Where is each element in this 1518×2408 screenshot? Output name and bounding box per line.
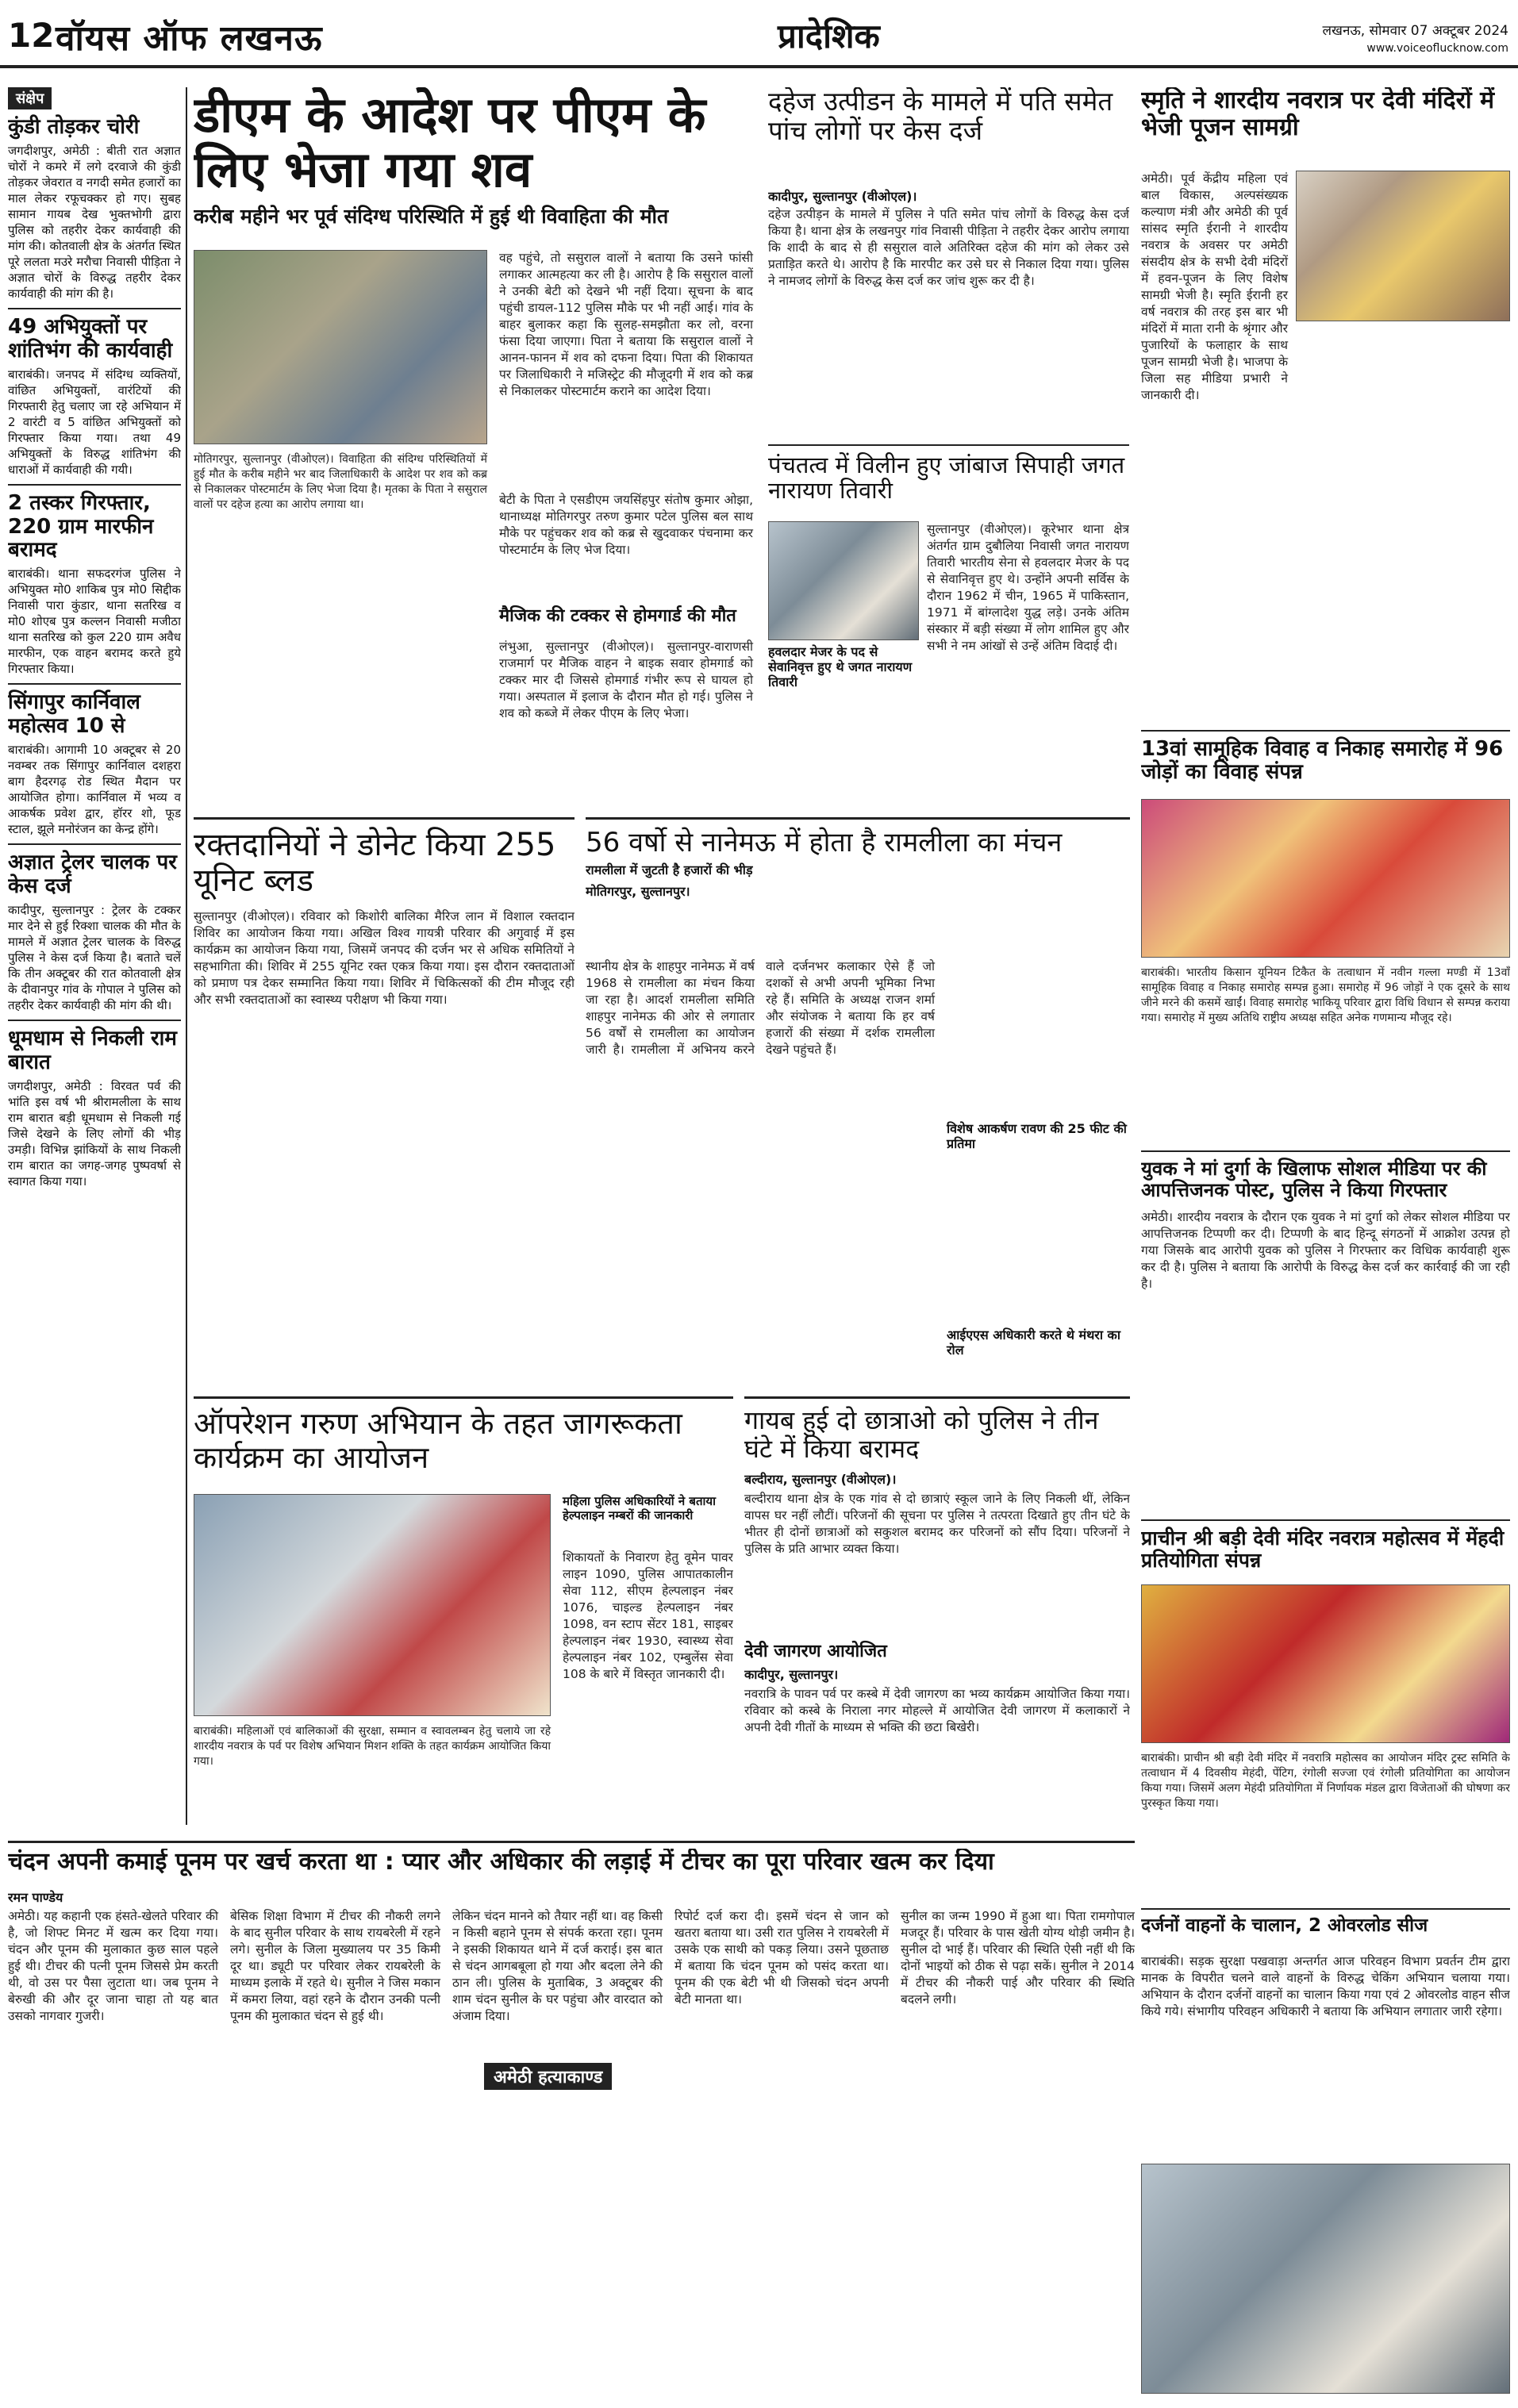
brief-item bbox=[8, 308, 181, 478]
blood-headline: रक्तदानियों ने डोनेट किया 255 यूनिट ब्लड bbox=[194, 827, 556, 899]
lead-body: वह पहुंचे, तो ससुराल वालों ने बताया कि उसने फांसी लगाकर आत्महत्या कर ली है। आरोप है कि ससुराल वालों ने उनकी बेटी को देखने भी नहीं दिया। सूचना के बाद पहुंची डायल-112 पुलिस मौके पर भी नहीं आई। गांव के बाहर बुलाकर कहा कि सुलह-समझौता कर लो, वरना फंसा दिया जाएगा। पिता ने बताया कि ससुराल वालों ने आनन-फानन में शव को दफना दिया। पिता की शिकायत पर जिलाधिकारी ने मजिस्ट्रेट की मौजूदगी में शव को कब्र से निकालकर पोस्टमार्टम कराने का आदेश दिया। bbox=[499, 251, 753, 398]
garun-subheadline: महिला पुलिस अधिकारियों ने बताया हेल्पलाइन नम्बरों की जानकारी bbox=[563, 1494, 716, 1523]
mehndi-photo bbox=[1141, 1584, 1510, 1743]
dowry-byline: कादीपुर, सुल्तानपुर (वीओएल)। bbox=[768, 189, 917, 204]
garun-body: शिकायतों के निवारण हेतु वूमेन पावर लाइन 1090, पुलिस आपातकालीन सेवा 112, सीएम हेल्पलाइन नंबर 1076, चाइल्ड हेल्पलाइन नंबर 1098, वन स्टाप सेंटर 181, साइबर हेल्पलाइन नंबर 1930, स्वास्थ्य सेवा हेल्पलाइन नंबर 102, एम्बुलेंस सेवा 108 के बारे में विस्तृत जानकारी दी। bbox=[563, 1550, 733, 1681]
wedding-caption: बाराबंकी। भारतीय किसान यूनियन टिकैत के तत्वाधान में नवीन गल्ला मण्डी में 13वाँ सामूहिक विवाह व निकाह समारोह सम्पन्न हुआ। समारोह में 96 जोड़ों ने एक दूसरे के साथ जीने मरने की कसमें खाईं। विवाह समारोह भाकियू परिवार द्वारा विधि विधान से सम्पन्न कराया गया। समारोह में मुख्य अतिथि राष्ट्रीय अध्यक्ष सहित अनेक गणमान्य मौजूद रहे। bbox=[1141, 966, 1510, 1024]
lead-headline: डीएम के आदेश पर पीएम के लिए भेजा गया शव bbox=[194, 87, 706, 199]
teacher-body-col1: अमेठी। यह कहानी एक हंसते-खेलते परिवार की है, जो शिफ्ट मिनट में खत्म कर दिया गया। चंदन और पूनम की मुलाकात कुछ साल पहले हुई थी। टीचर की पत्नी पूनम जिससे प्रेम करती थी, वो उस पर पैसा लुटाता था। जब पूनम ने बेरुखी की और दूर जाना चाहा तो यह बात उसको नागवार गुजरी। bbox=[8, 1909, 218, 2023]
students-headline: गायब हुई दो छात्राओ को पुलिस ने तीन घंटे में किया बरामद bbox=[744, 1405, 1099, 1464]
wedding-photo bbox=[1141, 799, 1510, 958]
ramleela-body: स्थानीय क्षेत्र के शाहपुर नानेमऊ में वर्ष 1968 से रामलीला का मंचन किया जा रहा है। आदर्श रामलीला समिति शाहपुर नानेमऊ की ओर से लगातार 56 वर्षों से रामलीला का आयोजन जारी है। रामलीला में अभिनय करने वाले दर्जनभर कलाकार ऐसे हैं जो दशकों से अभी अपनी भूमिका निभा रहे हैं। समिति के अध्यक्ष राजन शर्मा और संयोजक ने बताया कि हर वर्ष हजारों की संख्या में दर्शक रामलीला देखने पहुंचते हैं। bbox=[586, 959, 935, 1057]
masthead bbox=[0, 0, 1518, 68]
brief-text: जगदीशपुर, अमेठी : विरवत पर्व की भांति इस वर्ष भी श्रीरामलीला के साथ राम बारात बड़ी धूमधाम से निकली गई जिसे देखने के लिए लोगों की भीड़ उमड़ी। विभिन्न झांकियों के साथ निकली राम बारात का जगह-जगह पुष्पवर्षा से स्वागत किया गया। bbox=[8, 1078, 181, 1189]
page-number: 12 bbox=[8, 16, 55, 55]
teacher-headline: चंदन अपनी कमाई पूनम पर खर्च करता था : प्यार और अधिकार की लड़ाई में टीचर का पूरा परिवार खत्म कर दिया bbox=[8, 1849, 994, 1876]
brief-headline: कुंडी तोड़कर चोरी bbox=[8, 115, 140, 139]
students-story bbox=[744, 1396, 1130, 1825]
brief-headline: 49 अभियुक्तों पर शांतिभंग की कार्यवाही bbox=[8, 314, 173, 363]
brief-item bbox=[8, 683, 181, 837]
brief-headline: अज्ञात ट्रेलर चालक पर केस दर्ज bbox=[8, 851, 177, 899]
brief-text: बाराबंकी। आगामी 10 अक्टूबर से 20 नवम्बर तक सिंगापुर कार्निवाल दशहरा बाग हैदरगढ़ रोड स्थित मैदान पर आयोजित होगा। कार्निवाल में भव्य व आकर्षक प्रवेश द्वार, हॉरर शो, फूड स्टाल, झूले मनोरंजन का केन्द्र होंगे। bbox=[8, 743, 181, 837]
students-byline: बल्दीराय, सुल्तानपुर (वीओएल)। bbox=[744, 1471, 897, 1487]
overload-headline: दर्जनों वाहनों के चालान, 2 ओवरलोड सीज bbox=[1141, 1915, 1428, 1936]
soldier-body: सुल्तानपुर (वीओएल)। कूरेभार थाना क्षेत्र अंतर्गत ग्राम दुबौलिया निवासी जगत नारायण तिवारी भारतीय सेना से हवलदार मेजर के पद से सेवानिवृत्त हुए थे। उन्होंने अपनी सर्विस के दौरान 1962 में चीन, 1965 में पाकिस्तान, 1971 में बांग्लादेश युद्ध लड़े। उनके अंतिम संस्कार में बड़ी संख्या में लोग शामिल हुए और सभी ने नम आंखों से उन्हें अंतिम विदाई दी। bbox=[927, 522, 1129, 653]
brief-text: बाराबंकी। थाना सफदरगंज पुलिस ने अभियुक्त मो0 शाकिब पुत्र मो0 सिद्दीक निवासी पारा कुंडार, थाना सतरिख व मो0 शोएब पुत्र कल्लन निवासी मजीठा थाना सतरिख को कुल 220 ग्राम अवैध मारफीन, एक वाहन बरामद करते हुये गिरफ्तार किया। bbox=[8, 566, 181, 677]
brief-item bbox=[8, 484, 181, 678]
lead-subheadline: करीब महीने भर पूर्व संदिग्ध परिस्थिति में हुई थी विवाहिता की मौत bbox=[194, 205, 669, 228]
soldier-photo bbox=[768, 521, 919, 640]
blood-body: सुल्तानपुर (वीओएल)। रविवार को किशोरी बालिका मैरिज लान में विशाल रक्तदान शिविर का आयोजन किया गया। अखिल विश्व गायत्री परिवार की अगुवाई में इस कार्यक्रम का आयोजन किया गया, जिसमें जनपद की दर्जन भर से अधिक समितियों ने सहभागिता की। शिविर में 255 यूनिट रक्त एकत्र किया गया। इस दौरान रक्तदाताओं को प्रमाण पत्र देकर सम्मानित किया गया। शिविर में चिकित्सकों की टीम मौजूद रही और सभी रक्तदाताओं का स्वास्थ्य परीक्षण भी किया गया। bbox=[194, 908, 575, 1007]
teacher-body-col5: सुनील का जन्म 1990 में हुआ था। पिता रामगोपाल मजदूर हैं। परिवार के पास खेती योग्य थोड़ी जमीन है। सुनील दो भाई हैं। परिवार की स्थिति ऐसी नहीं थी कि दोनों भाइयों को ठीक से पढ़ा सकें। सुनील ने 2014 में टीचर की नौकरी पाई और परिवार की स्थिति बदलने लगी। bbox=[901, 1909, 1135, 2007]
devi-jagran-headline: देवी जागरण आयोजित bbox=[744, 1641, 887, 1661]
newspaper-brand[interactable]: वॉयस ऑफ लखनऊ bbox=[56, 18, 323, 59]
brief-sidebar bbox=[8, 87, 181, 1825]
mehndi-story bbox=[1141, 1519, 1510, 1900]
sidebar-title: संक्षेप bbox=[8, 87, 52, 109]
teacher-body-col3: लेकिन चंदन मानने को तैयार नहीं था। वह किसी न किसी बहाने पूनम से संपर्क करता रहा। पूनम ने इसकी शिकायत थाने में दर्ज कराई। इस बात से चंदन आगबबूला हो गया और बदला लेने की ठान ली। पुलिस के मुताबिक, 3 अक्टूबर की शाम चंदन सुनील के घर पहुंचा और वारदात को अंजाम दिया। bbox=[452, 1909, 663, 2023]
brief-text: कादीपुर, सुल्तानपुर : ट्रेलर के टक्कर मार देने से हुई रिक्शा चालक की मौत के मामले में अज्ञात ट्रेलर चालक के विरुद्ध पुलिस ने केस दर्ज किया है। बताते चलें कि तीन अक्टूबर की रात कोतवाली क्षेत्र के दीवानपुर गांव के गोपाल ने पुलिस को तहरीर देकर कार्यवाही की मांग की थी। bbox=[8, 902, 181, 1012]
section-title: प्रादेशिक bbox=[778, 17, 880, 56]
ramleela-byline: मोतिगरपुर, सुल्तानपुर। bbox=[586, 884, 690, 900]
garun-story bbox=[194, 1396, 733, 1825]
ramleela-subhead-2: आईएएस अधिकारी करते थे मंथरा का रोल bbox=[947, 1327, 1120, 1358]
soldier-caption: हवलदार मेजर के पद से सेवानिवृत्त हुए थे जगत नारायण तिवारी bbox=[768, 644, 913, 690]
homeguard-body: लंभुआ, सुल्तानपुर (वीओएल)। सुल्तानपुर-वाराणसी राजमार्ग पर मैजिक वाहन ने बाइक सवार होमगार्ड को टक्कर मार दी जिससे होमगार्ड गंभीर रूप से घायल हो गया। अस्पताल में इलाज के दौरान मौत हो गई। पुलिस ने शव को कब्जे में लेकर पीएम के लिए भेजा। bbox=[499, 639, 753, 720]
teacher-body-col2: बेसिक शिक्षा विभाग में टीचर की नौकरी लगने के बाद सुनील परिवार के साथ रायबरेली में रहने लगे। सुनील के जिला मुख्यालय पर 35 किमी दूर था। ड्यूटी पर परिवार लेकर रायबरेली के माध्यम इलाके में रहते थे। सुनील ने जिस मकान में कमरा लिया, वहां रहने के दौरान उनकी पत्नी पूनम की मुलाकात चंदन से हुई थी। bbox=[230, 1909, 440, 2023]
dowry-headline: दहेज उत्पीडन के मामले में पति समेत पांच लोगों पर केस दर्ज bbox=[768, 87, 1113, 146]
mehndi-caption: बाराबंकी। प्राचीन श्री बड़ी देवी मंदिर में नवरात्रि महोत्सव का आयोजन मंदिर ट्रस्ट समिति के तत्वाधान में 4 दिवसीय मेहंदी, पेंटिग, रंगोली सज्जा एवं रंगोली प्रतियोगिता का आयोजन किया गया। जिसमें अलग मेहंदी प्रतियोगिता में निर्णायक मंडल द्वारा विजेताओं की घोषणा कर पुरस्कृत किया गया। bbox=[1141, 1752, 1510, 1810]
column-divider bbox=[186, 87, 187, 1825]
wedding-headline: 13वां सामूहिक विवाह व निकाह समारोह में 96 जोड़ों का विवाह संपन्न bbox=[1141, 737, 1504, 785]
brief-item bbox=[8, 1020, 181, 1189]
social-media-story bbox=[1141, 1150, 1510, 1511]
homeguard-headline: मैजिक की टक्कर से होमगार्ड की मौत bbox=[499, 606, 736, 626]
lead-body-continued: बेटी के पिता ने एसडीएम जयसिंहपुर संतोष कुमार ओझा, थानाध्यक्ष मोतिगरपुर तरुण कुमार पटेल पुलिस बल साथ मौके पर पहुंचकर शव को कब्र से खुदवाकर पंचनामा कर पोस्टमार्टम के लिए भेज दिया। bbox=[499, 493, 753, 557]
teacher-byline: रमन पाण्डेय bbox=[8, 1890, 63, 1905]
lead-caption: मोतिगरपुर, सुल्तानपुर (वीओएल)। विवाहिता की संदिग्ध परिस्थितियों में हुई मौत के करीब महीने भर बाद जिलाधिकारी के आदेश पर शव को कब्र से निकालकर पोस्टमार्टम के लिए भेजा दिया है। मृतका के पिता ने ससुराल वालों पर दहेज हत्या का आरोप लगाया था। bbox=[194, 453, 487, 511]
brief-headline: धूमधाम से निकली राम बारात bbox=[8, 1026, 177, 1074]
brief-headline: 2 तस्कर गिरफ्तार, 220 ग्राम मारफीन बरामद bbox=[8, 490, 154, 563]
garun-headline: ऑपरेशन गरुण अभियान के तहत जागरूकता कार्यक्रम का आयोजन bbox=[194, 1406, 682, 1475]
teacher-tag: अमेठी हत्याकाण्ड bbox=[484, 2063, 612, 2090]
lead-story bbox=[194, 87, 754, 809]
overload-body: बाराबंकी। सड़क सुरक्षा पखवाड़ा अन्तर्गत आज परिवहन विभाग प्रवर्तन टीम द्वारा मानक के विपरीत चलने वाले वाहनों के विरुद्ध चेकिंग अभियान चलाया गया। अभियान के दौरान दर्जनों वाहनों का चालान किया गया एवं 2 ओवरलोड वाहन सीज किये गये। संभागीय परिवहन अधिकारी ने बताया कि अभियान लगातार जारी रहेगा। bbox=[1141, 1954, 1510, 2018]
lead-photo bbox=[194, 250, 487, 444]
brief-text: जगदीशपुर, अमेठी : बीती रात अज्ञात चोरों ने कमरे में लगे दरवाजे की कुंडी तोड़कर जेवरात व नगदी समेत हजारों का माल लेकर रफूचक्कर हो गए। सुबह सामान गायब देख भुक्तभोगी द्वारा पुलिस को तहरीर देकर कार्यवाही की मांग की। कोतवाली क्षेत्र के अंतर्गत स्थित पूरे ललता मउरे मरौचा निवासी पीड़िता ने अज्ञात चोरों के विरुद्ध तहरीर देकर कार्यवाही की मांग की है। bbox=[8, 143, 181, 301]
overload-photo bbox=[1141, 2164, 1510, 2394]
ramleela-headline: 56 वर्षो से नानेमऊ में होता है रामलीला का मंचन bbox=[586, 827, 1063, 858]
devi-jagran-body: नवरात्रि के पावन पर्व पर कस्बे में देवी जागरण का भव्य कार्यक्रम आयोजित किया गया। रविवार को कस्बे के निराला नगर मोहल्ले में आयोजित देवी जागरण में कलाकारों ने अपनी देवी गीतों के माध्यम से भक्ति की छटा बिखेरी। bbox=[744, 1687, 1130, 1735]
blood-donation-story bbox=[194, 817, 575, 1388]
devi-jagran-byline: कादीपुर, सुल्तानपुर। bbox=[744, 1667, 839, 1683]
students-body: बल्दीराय थाना क्षेत्र के एक गांव से दो छात्राएं स्कूल जाने के लिए निकली थीं, लेकिन वापस घर नहीं लौटीं। परिजनों की सूचना पर पुलिस ने तत्परता दिखाते हुए तीन घंटे के भीतर ही दोनों छात्राओं को सकुशल बरामद कर परिजनों को सौंप दिया। परिजनों ने पुलिस के प्रति आभार व्यक्त किया। bbox=[744, 1491, 1130, 1556]
teacher-body-col4: रिपोर्ट दर्ज करा दी। इसमें चंदन से जान को खतरा बताया था। उसी रात पुलिस ने रायबरेली में उसके एक साथी को पकड़ लिया। उसने पूछताछ में बताया कि चंदन पूनम को पसंद करता था। पूनम की एक बेटी भी थी जिसको चंदन अपनी बेटी मानता था। bbox=[674, 1909, 889, 2007]
smriti-body: अमेठी। पूर्व केंद्रीय महिला एवं बाल विकास, अल्पसंख्यक कल्याण मंत्री और अमेठी की पूर्व सांसद स्मृति ईरानी ने शारदीय नवरात्र के अवसर पर अमेठी संसदीय क्षेत्र के सभी देवी मंदिरों में हवन-पूजन के लिए विशेष सामग्री भेजी है। स्मृति ईरानी हर वर्ष नवरात्र की तरह इस बार भी मंदिरों में माता रानी के श्रृंगार और पुजारियों के फलाहार के साथ पूजन सामग्री भेजी है। भाजपा के जिला सह मीडिया प्रभारी ने जानकारी दी। bbox=[1141, 171, 1288, 402]
brief-item bbox=[8, 843, 181, 1013]
ramleela-story bbox=[586, 817, 1130, 1388]
teacher-story bbox=[8, 1849, 1135, 2396]
garun-caption: बाराबंकी। महिलाओं एवं बालिकाओं की सुरक्षा, सम्मान व स्वावलम्बन हेतु चलाये जा रहे शारदीय नवरात्र के पर्व पर विशेष अभियान मिशन शक्ति के तहत कार्यक्रम आयोजित किया गया। bbox=[194, 1725, 551, 1768]
smriti-story bbox=[1141, 87, 1510, 722]
overload-story bbox=[1141, 1908, 1510, 2396]
smriti-photo bbox=[1296, 171, 1510, 321]
brief-item bbox=[8, 116, 181, 301]
wedding-story bbox=[1141, 730, 1510, 1143]
smriti-headline: स्मृति ने शारदीय नवरात्र पर देवी मंदिरों में भेजी पूजन सामग्री bbox=[1141, 87, 1495, 141]
social-body: अमेठी। शारदीय नवरात्र के दौरान एक युवक ने मां दुर्गा को लेकर सोशल मीडिया पर आपत्तिजनक टिप्पणी कर दी। टिप्पणी के बाद हिन्दू संगठनों में आक्रोश उत्पन्न हो गया जिसके बाद आरोपी युवक को पुलिस ने गिरफ्तार कर विधिक कार्यवाही शुरू कर दी है। पुलिस ने बताया कि आरोपी के विरुद्ध केस दर्ज कर कार्रवाई की जा रही है। bbox=[1141, 1209, 1510, 1291]
ramleela-caption: रामलीला में जुटती है हजारों की भीड़ bbox=[586, 862, 753, 878]
banner-rule bbox=[8, 1841, 1135, 1843]
ramleela-subhead: विशेष आकर्षण रावण की 25 फीट की प्रतिमा bbox=[947, 1121, 1127, 1152]
dateline bbox=[1323, 22, 1508, 57]
mehndi-headline: प्राचीन श्री बड़ी देवी मंदिर नवरात्र महोत्सव में मेंहदी प्रतियोगिता संपन्न bbox=[1141, 1527, 1505, 1572]
garun-photo bbox=[194, 1494, 551, 1716]
issue-date: लखनऊ, सोमवार 07 अक्टूबर 2024 bbox=[1322, 23, 1508, 39]
soldier-story bbox=[768, 444, 1129, 817]
soldier-headline: पंचतत्व में विलीन हुए जांबाज सिपाही जगत नारायण तिवारी bbox=[768, 451, 1125, 505]
website-url[interactable]: www.voiceoflucknow.com bbox=[1366, 42, 1508, 55]
dowry-story bbox=[768, 87, 1129, 436]
brief-text: बाराबंकी। जनपद में संदिग्ध व्यक्तियों, वांछित अभियुक्तों, वारंटियों की गिरफ्तारी हेतु चलाए जा रहे अभियान में 2 वारंटी व 5 वांछित अभियुक्तों को गिरफ्तार किया गया। तथा 49 अभियुक्तों के विरुद्ध शांतिभंग की धाराओं में कार्यवाही की गयी। bbox=[8, 367, 181, 477]
dowry-body: दहेज उत्पीड़न के मामले में पुलिस ने पति समेत पांच लोगों के विरुद्ध केस दर्ज किया है। थाना क्षेत्र के लखनपुर गांव निवासी पीड़िता ने तहरीर देकर आरोप लगाया कि शादी के बाद से ही ससुराल वाले अतिरिक्त दहेज की मांग को लेकर उसे प्रताड़ित करते थे। आरोप है कि मारपीट कर उसे घर से निकाल दिया गया। पुलिस ने नामजद लोगों के विरुद्ध केस दर्ज कर जांच शुरू कर दी है। bbox=[768, 207, 1129, 288]
social-headline: युवक ने मां दुर्गा के खिलाफ सोशल मीडिया पर की आपत्तिजनक पोस्ट, पुलिस ने किया गिरफ्तार bbox=[1141, 1158, 1487, 1201]
brief-headline: सिंगापुर कार्निवाल महोत्सव 10 से bbox=[8, 690, 140, 739]
